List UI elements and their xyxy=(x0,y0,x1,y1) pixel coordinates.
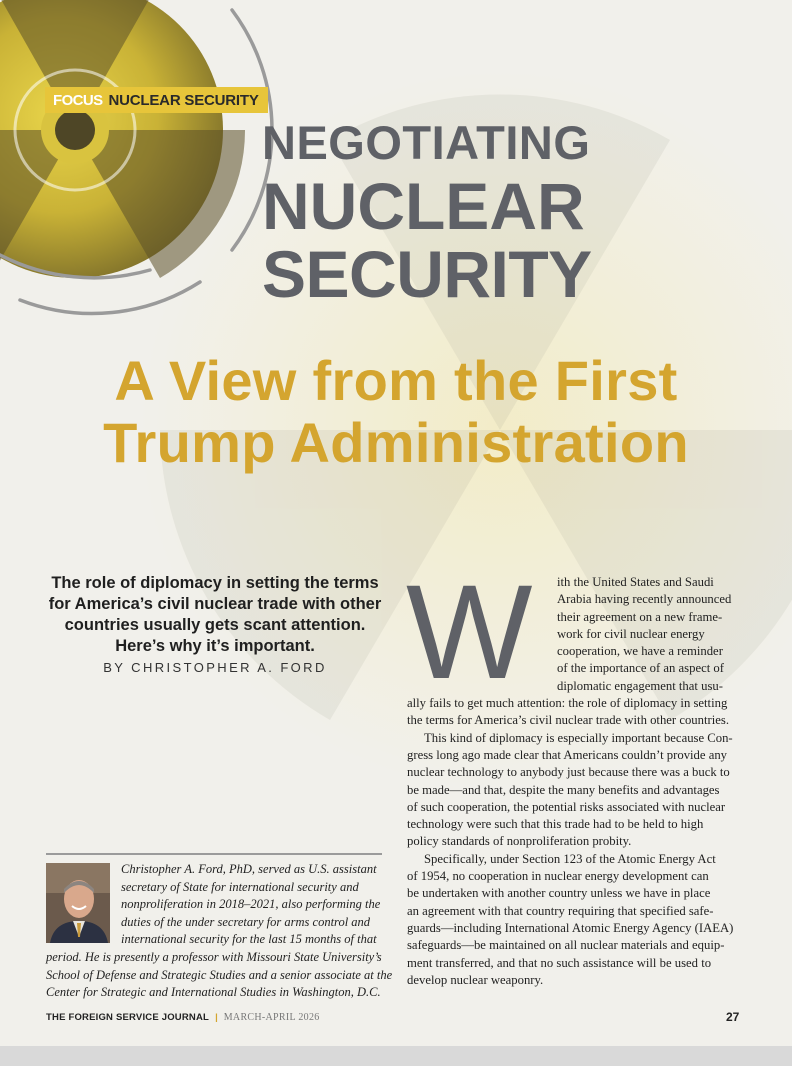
author-bio xyxy=(46,861,393,1002)
title-line-3: SECURITY xyxy=(262,237,592,311)
title-line-2: NUCLEAR xyxy=(262,169,585,243)
subtitle-line-2: Trump Administration xyxy=(103,411,689,474)
body-line: Arabia having recently announced xyxy=(557,592,732,607)
drop-cap: W xyxy=(406,558,529,707)
deck-line: The role of diplomacy in setting the terms xyxy=(51,574,379,592)
section-tag xyxy=(45,87,268,113)
body-line: of 1954, no cooperation in nuclear energy development can xyxy=(407,869,709,884)
byline: BY CHRISTOPHER A. FORD xyxy=(103,660,327,675)
deck-summary xyxy=(44,573,386,657)
body-line: cooperation, we have a reminder xyxy=(557,644,723,659)
article-body xyxy=(407,574,745,989)
issue-date: MARCH-APRIL 2026 xyxy=(223,1012,320,1023)
viewer-bottom-bar xyxy=(0,1046,792,1066)
bio-line: period. He is presently a professor with Missouri State University’s xyxy=(46,949,382,964)
body-line: develop nuclear weaponry. xyxy=(407,972,544,987)
body-line: work for civil nuclear energy xyxy=(557,626,705,641)
footer-separator: | xyxy=(215,1012,218,1023)
deck-line: for America’s civil nuclear trade with other xyxy=(48,595,382,613)
body-line: their agreement on a new frame- xyxy=(557,609,723,624)
body-line: policy standards of nonproliferation probity. xyxy=(407,834,632,849)
body-line: the terms for America’s civil nuclear trade with other countries. xyxy=(407,713,730,728)
bio-line: Center for Strategic and International Studies in Washington, D.C. xyxy=(46,985,381,1000)
bio-line: nonproliferation in 2018–2021, also performing the xyxy=(121,897,381,912)
body-line: This kind of diplomacy is especially important because Con- xyxy=(424,730,733,745)
journal-name: THE FOREIGN SERVICE JOURNAL xyxy=(46,1012,210,1023)
body-line: safeguards—be maintained on all nuclear materials and equip- xyxy=(407,938,725,953)
body-line: gress long ago made clear that Americans couldn’t provide any xyxy=(407,747,728,762)
bio-line: international security for the last 15 months of that xyxy=(121,932,377,947)
body-line: of the importance of an aspect of xyxy=(557,661,724,676)
body-line: be made—and that, despite the many benefits and advantages xyxy=(407,782,720,797)
subtitle xyxy=(20,350,772,474)
body-line: an agreement with that country requiring that specified safe- xyxy=(407,903,714,918)
footer xyxy=(46,1012,320,1023)
body-line: nuclear technology to anybody just because there was a buck to xyxy=(407,765,730,780)
divider xyxy=(46,853,382,855)
page-number: 27 xyxy=(726,1010,740,1024)
body-line: ally fails to get much attention: the role of diplomacy in setting xyxy=(407,696,728,711)
body-line: diplomatic engagement that usu- xyxy=(557,678,723,693)
body-line: guards—including International Atomic Energy Agency (IAEA) xyxy=(407,920,734,935)
title-line-1: NEGOTIATING xyxy=(262,116,591,169)
bio-line: Christopher A. Ford, PhD, served as U.S. assistant xyxy=(121,862,377,876)
body-line: of such cooperation, the potential risks associated with nuclear xyxy=(407,799,726,814)
bio-line: duties of the under secretary for arms control and xyxy=(121,914,371,929)
subtitle-line-1: A View from the First xyxy=(114,349,678,412)
bio-line: secretary of State for international security and xyxy=(121,879,359,894)
bio-line: School of Defense and Strategic Studies and a senior associate at the xyxy=(46,967,393,982)
section-topic: NUCLEAR SECURITY xyxy=(108,91,259,109)
body-line: technology were such that this trade had to be held to high xyxy=(407,817,704,832)
focus-label: FOCUS xyxy=(53,91,103,109)
body-line: be undertaken with another country unless we have in place xyxy=(407,886,711,901)
deck-line: Here’s why it’s important. xyxy=(115,637,315,655)
deck-line: countries usually gets scant attention. xyxy=(64,616,366,634)
body-line: ment transferred, and that no such assistance will be used to xyxy=(407,955,712,970)
body-line: ith the United States and Saudi xyxy=(557,575,714,589)
page-title xyxy=(262,116,602,311)
body-line: Specifically, under Section 123 of the Atomic Energy Act xyxy=(424,851,716,866)
